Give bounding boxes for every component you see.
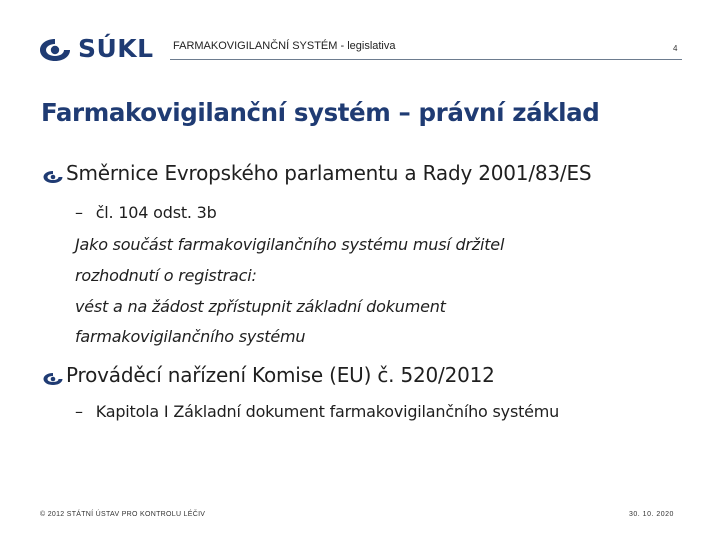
swirl-bullet-icon [42, 169, 64, 185]
dash: – [75, 402, 83, 421]
logo-text: SÚKL [78, 34, 154, 63]
slide-title: Farmakovigilanční systém – právní základ [41, 98, 600, 127]
sub-bullet [75, 402, 559, 421]
bullet-text: Směrnice Evropského parlamentu a Rady 2001/83/ES [66, 161, 592, 185]
header-divider [170, 59, 682, 60]
footer-date: 30. 10. 2020 [629, 511, 674, 518]
italic-line: rozhodnutí o registraci: [75, 266, 257, 285]
page-number: 4 [673, 44, 678, 53]
header-title: FARMAKOVIGILANČNÍ SYSTÉM - legislativa [173, 40, 396, 52]
sub-bullet [75, 203, 217, 222]
swirl-bullet-icon [42, 371, 64, 387]
italic-line: farmakovigilančního systému [75, 327, 306, 346]
dash: – [75, 203, 83, 222]
sub-bullet-text: Kapitola I Základní dokument farmakovigilančního systému [95, 402, 560, 421]
footer-copyright: © 2012 STÁTNÍ ÚSTAV PRO KONTROLU LÉČIV [40, 511, 206, 518]
sukl-logo-icon [38, 36, 72, 64]
sub-bullet-text: čl. 104 odst. 3b [95, 203, 217, 222]
italic-line: vést a na žádost zpřístupnit základní dokument [75, 297, 446, 316]
sukl-logo [38, 33, 158, 69]
bullet-text: Prováděcí nařízení Komise (EU) č. 520/2012 [66, 363, 495, 387]
italic-line: Jako součást farmakovigilančního systému musí držitel [75, 235, 505, 254]
